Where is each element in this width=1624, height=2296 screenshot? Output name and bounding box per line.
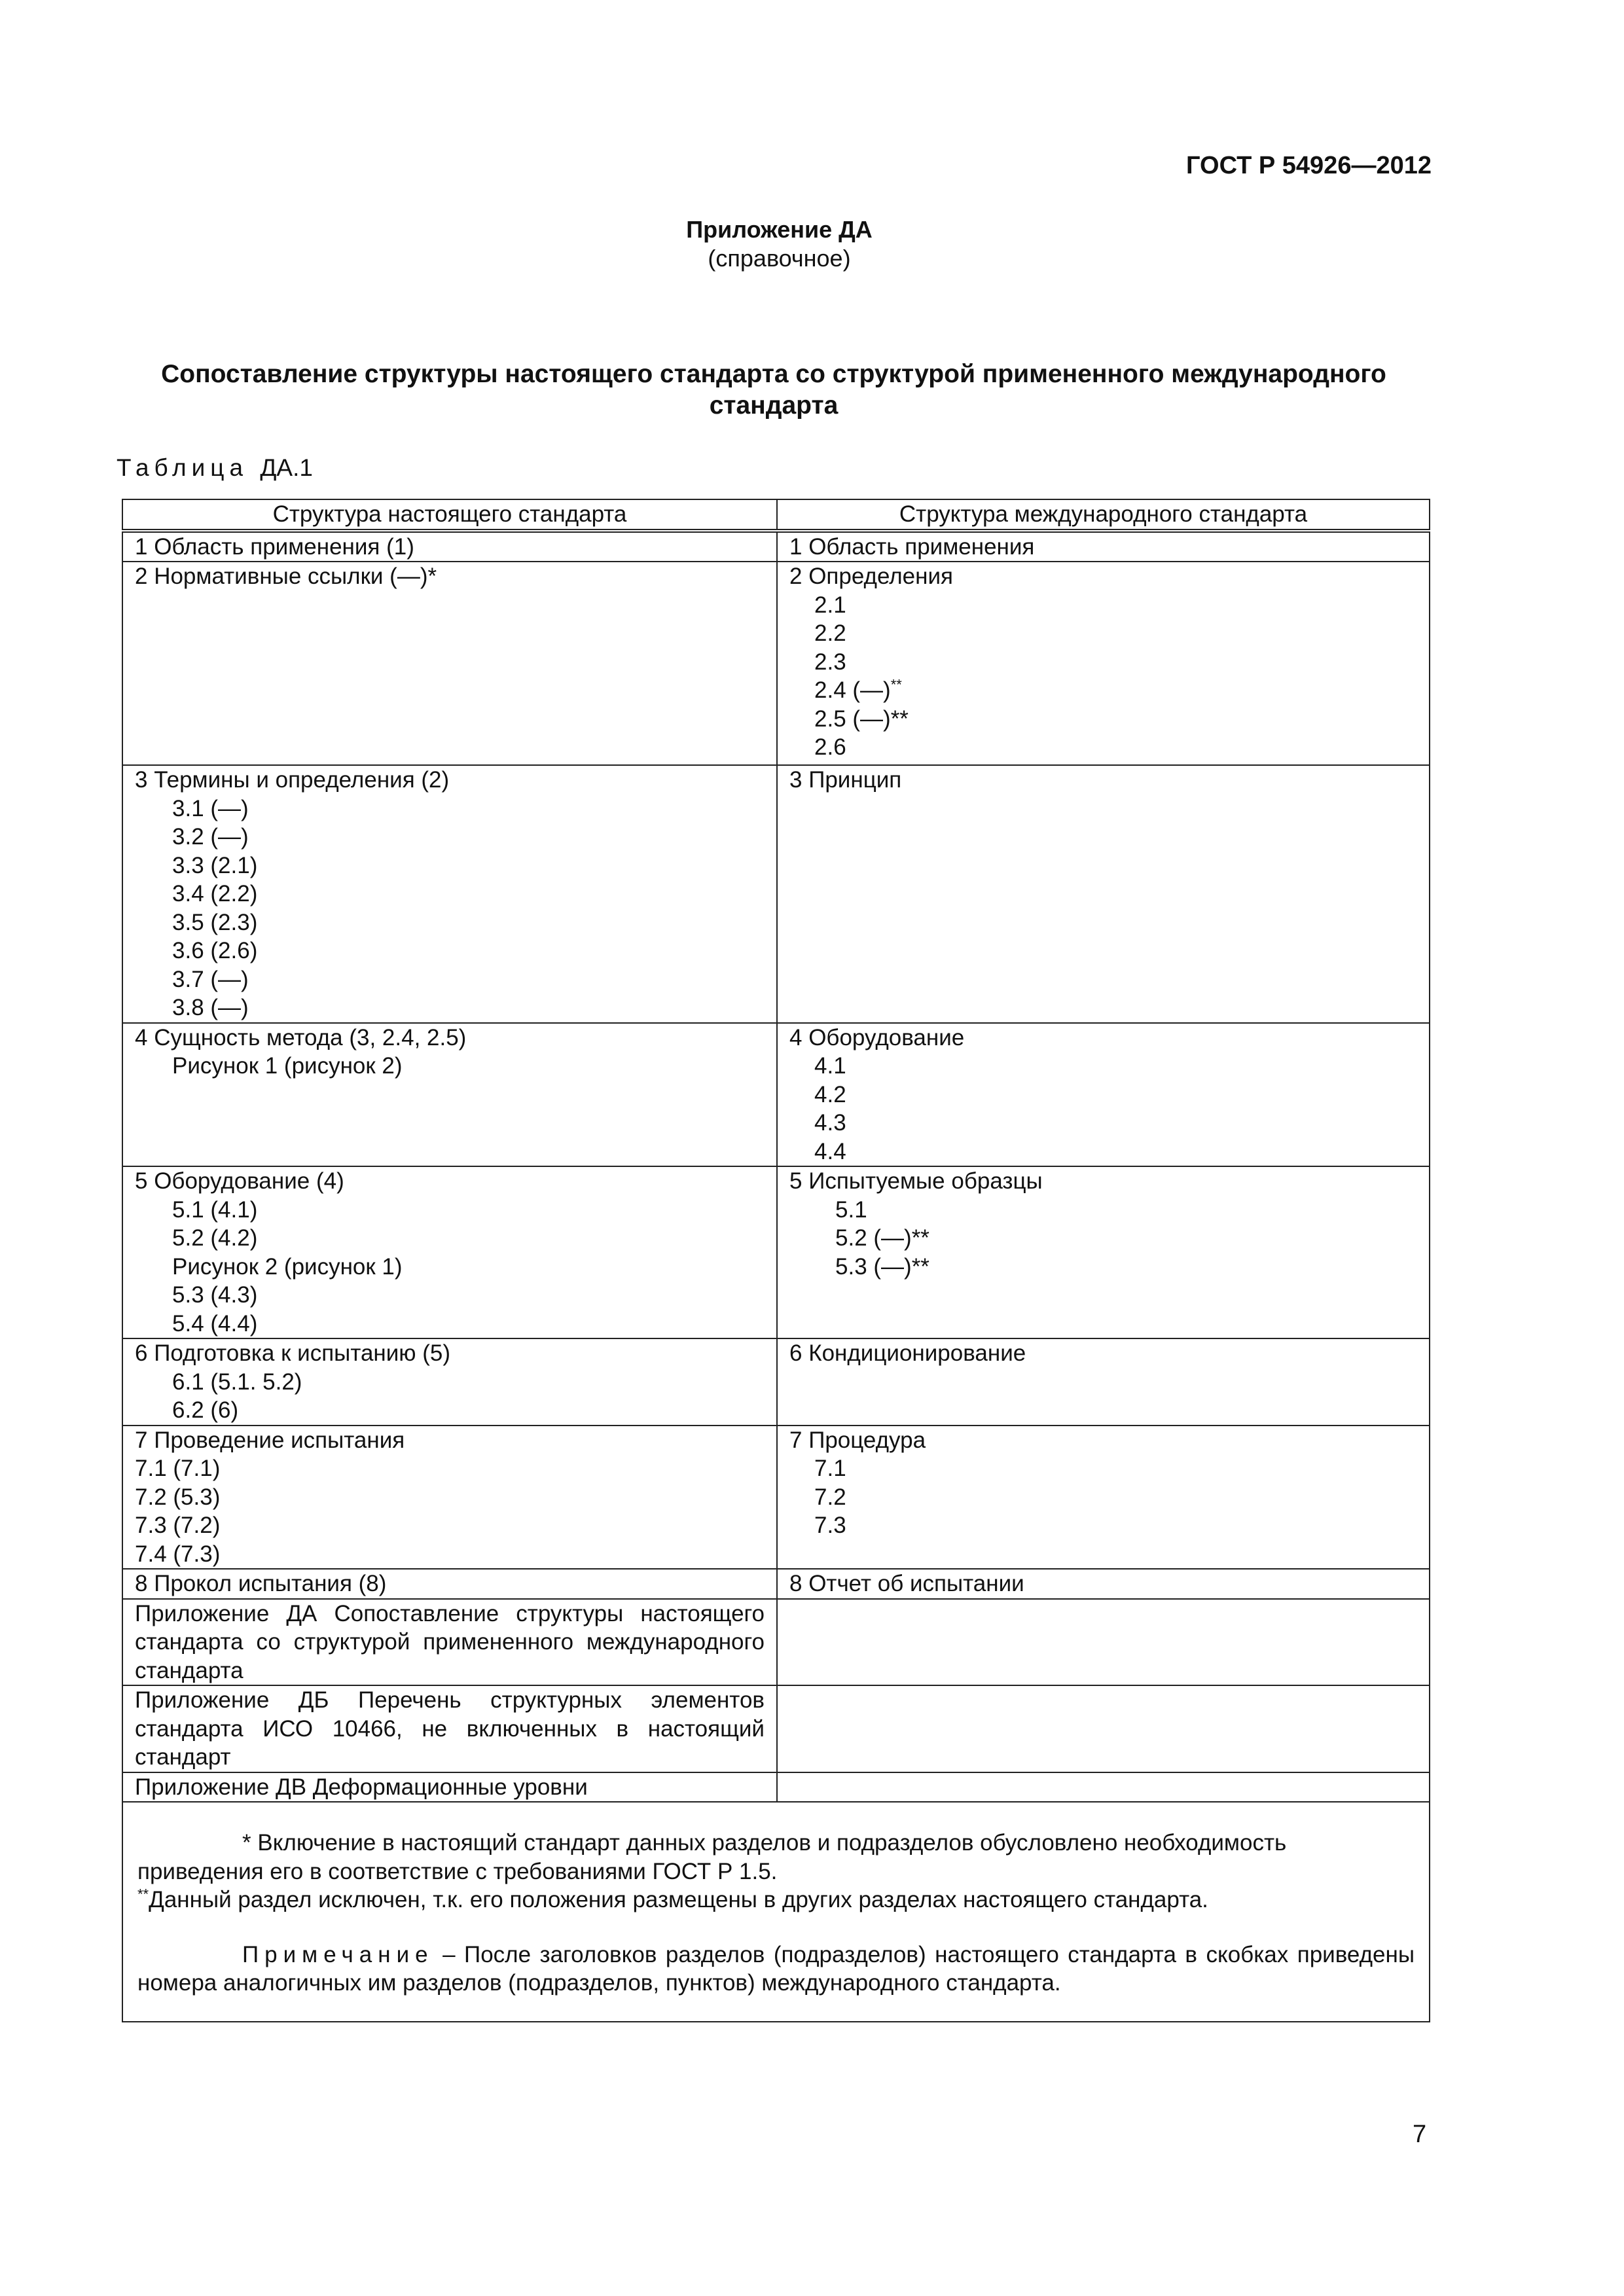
- table-row: [122, 1599, 1430, 1686]
- table-cell-international: [777, 765, 1430, 1023]
- cell-line: 7.1 (7.1): [135, 1456, 221, 1481]
- comparison-table: [122, 499, 1430, 2022]
- table-row: [122, 1338, 1430, 1426]
- column-header-national: Структура настоящего стандарта: [122, 499, 777, 531]
- table-row: [122, 1023, 1430, 1167]
- cell-line: 3.1 (—): [172, 795, 249, 821]
- cell-line: 8 Отчет об испытании: [789, 1571, 1024, 1596]
- cell-line: 6 Кондиционирование: [789, 1340, 1026, 1366]
- table-cell-national: [122, 1023, 777, 1167]
- cell-paragraph: Приложение ДА Сопоставление структуры настоящего стандарта со структурой примененного международного стандарта: [135, 1600, 765, 1683]
- table-cell-international: [777, 1685, 1430, 1772]
- table-cell-national: [122, 765, 777, 1023]
- cell-line: 3.2 (—): [172, 824, 249, 850]
- double-asterisk-mark: **: [890, 676, 902, 693]
- table-row: [122, 1569, 1430, 1599]
- cell-line: 4 Оборудование: [789, 1024, 965, 1050]
- main-title: Сопоставление структуры настоящего стандарта со структурой примененного международного стандарта: [161, 360, 1386, 420]
- cell-paragraph: Приложение ДБ Перечень структурных элементов стандарта ИСО 10466, не включенных в настоящий стандарт: [135, 1687, 765, 1770]
- table-cell-international: [777, 1426, 1430, 1570]
- table-cell-international: [777, 1569, 1430, 1599]
- table-row: [122, 531, 1430, 562]
- cell-line: 2.3: [814, 649, 846, 675]
- cell-line: 5.1 (4.1): [172, 1196, 258, 1223]
- cell-line: 7.4 (7.3): [135, 1541, 221, 1567]
- cell-line: 5.2 (—)**: [835, 1225, 929, 1251]
- cell-line: 7.1: [814, 1456, 846, 1481]
- cell-line: 3.5 (2.3): [172, 909, 258, 935]
- table-cell-international: [777, 1023, 1430, 1167]
- note-label: Примечание: [242, 1941, 434, 1967]
- column-header-international: Структура международного стандарта: [777, 499, 1430, 531]
- table-header-row: [122, 499, 1430, 531]
- footnote-double-star-text: Данный раздел исключен, т.к. его положения размещены в других разделах настоящего стандарта.: [149, 1887, 1208, 1912]
- cell-line: 3 Термины и определения (2): [135, 767, 450, 793]
- cell-line: 2.1: [814, 592, 846, 618]
- table-cell-national: [122, 531, 777, 562]
- cell-line: 7.2: [814, 1484, 846, 1510]
- cell-line: 5 Испытуемые образцы: [789, 1168, 1043, 1194]
- footnote-single-star-continuation: приведения его в соответствие с требованиями ГОСТ Р 1.5.: [137, 1858, 778, 1884]
- table-row: [122, 1772, 1430, 1803]
- table-row: [122, 1426, 1430, 1570]
- cell-line: 6.2 (6): [172, 1397, 239, 1423]
- table-cell-national: [122, 1772, 777, 1803]
- cell-line: 5.3 (—)**: [835, 1253, 929, 1280]
- table-caption: [117, 454, 313, 482]
- table-cell-international: [777, 1338, 1430, 1426]
- cell-line: 5.1: [835, 1196, 867, 1223]
- table-cell-national: [122, 1569, 777, 1599]
- table-caption-number: ДА.1: [260, 454, 313, 481]
- cell-line: 4.4: [814, 1138, 846, 1164]
- cell-line: 3.3 (2.1): [172, 852, 258, 878]
- cell-line: Приложение ДВ Деформационные уровни: [135, 1774, 588, 1800]
- cell-line-text: 2.4 (—): [814, 677, 891, 703]
- cell-line: 8 Прокол испытания (8): [135, 1571, 387, 1596]
- cell-line: 2.6: [814, 734, 846, 760]
- table-row: [122, 562, 1430, 765]
- table-cell-national: [122, 1685, 777, 1772]
- table-caption-word: Таблица: [117, 454, 249, 481]
- cell-line: 1 Область применения (1): [135, 533, 414, 560]
- appendix-title: Приложение ДА: [686, 216, 873, 243]
- table-cell-international: [777, 562, 1430, 765]
- cell-line: 2.5 (—)**: [814, 706, 909, 732]
- double-asterisk-mark: **: [137, 1886, 149, 1903]
- cell-line: 4.3: [814, 1110, 846, 1136]
- table-cell-international: [777, 1772, 1430, 1803]
- table-cell-national: [122, 1426, 777, 1570]
- cell-line: 3.7 (—): [172, 966, 249, 992]
- table-cell-national: [122, 1338, 777, 1426]
- cell-line: 5.4 (4.4): [172, 1310, 258, 1336]
- cell-line: 7.3 (7.2): [135, 1513, 221, 1538]
- table-cell-national: [122, 1599, 777, 1686]
- cell-line: 3.4 (2.2): [172, 881, 258, 906]
- table-row: [122, 1166, 1430, 1338]
- cell-line: 2 Определения: [789, 564, 953, 589]
- cell-line: 4.1: [814, 1053, 846, 1079]
- cell-line: 5 Оборудование (4): [135, 1168, 344, 1194]
- cell-line: Рисунок 2 (рисунок 1): [172, 1253, 403, 1280]
- table-cell-international: [777, 1166, 1430, 1338]
- cell-line: Рисунок 1 (рисунок 2): [172, 1053, 403, 1079]
- cell-line: 6.1 (5.1. 5.2): [172, 1369, 302, 1395]
- footnote-single-star: * Включение в настоящий стандарт данных разделов и подразделов обусловлено необходимость: [242, 1830, 1287, 1856]
- cell-line: 5.3 (4.3): [172, 1282, 258, 1308]
- cell-line: 6 Подготовка к испытанию (5): [135, 1340, 451, 1366]
- table-row: [122, 1685, 1430, 1772]
- cell-line: [789, 676, 1417, 705]
- cell-line: 3.8 (—): [172, 995, 249, 1020]
- table-cell-national: [122, 1166, 777, 1338]
- footnote-cell: [122, 1802, 1430, 2022]
- footnote-double-star: [137, 1886, 1415, 1914]
- page-number: 7: [1413, 2121, 1427, 2148]
- cell-line: 4 Сущность метода (3, 2.4, 2.5): [135, 1024, 467, 1050]
- cell-line: 1 Область применения: [789, 533, 1035, 560]
- table-cell-international: [777, 1599, 1430, 1686]
- table-cell-international: [777, 531, 1430, 562]
- cell-line: 5.2 (4.2): [172, 1225, 258, 1251]
- document-number: ГОСТ Р 54926—2012: [1186, 152, 1432, 179]
- table-row: [122, 765, 1430, 1023]
- cell-line: 3.6 (2.6): [172, 938, 258, 963]
- cell-line: 7.2 (5.3): [135, 1484, 221, 1510]
- cell-line: 2.2: [814, 620, 846, 646]
- cell-line: 4.2: [814, 1081, 846, 1107]
- footnote-row: [122, 1802, 1430, 2022]
- cell-line: 2 Нормативные ссылки (—)*: [135, 564, 437, 589]
- appendix-type: (справочное): [708, 245, 851, 272]
- note-text: – После заголовков разделов (подразделов) настоящего стандарта в скобках приведены номера аналогичных им разделов (подразделов, пунктов) международного стандарта.: [137, 1941, 1415, 1996]
- cell-line: 3 Принцип: [789, 767, 902, 793]
- table-note: [137, 1941, 1415, 1998]
- cell-line: 7 Процедура: [789, 1427, 926, 1453]
- cell-line: 7 Проведение испытания: [135, 1427, 405, 1453]
- cell-line: 7.3: [814, 1513, 846, 1538]
- table-cell-national: [122, 562, 777, 765]
